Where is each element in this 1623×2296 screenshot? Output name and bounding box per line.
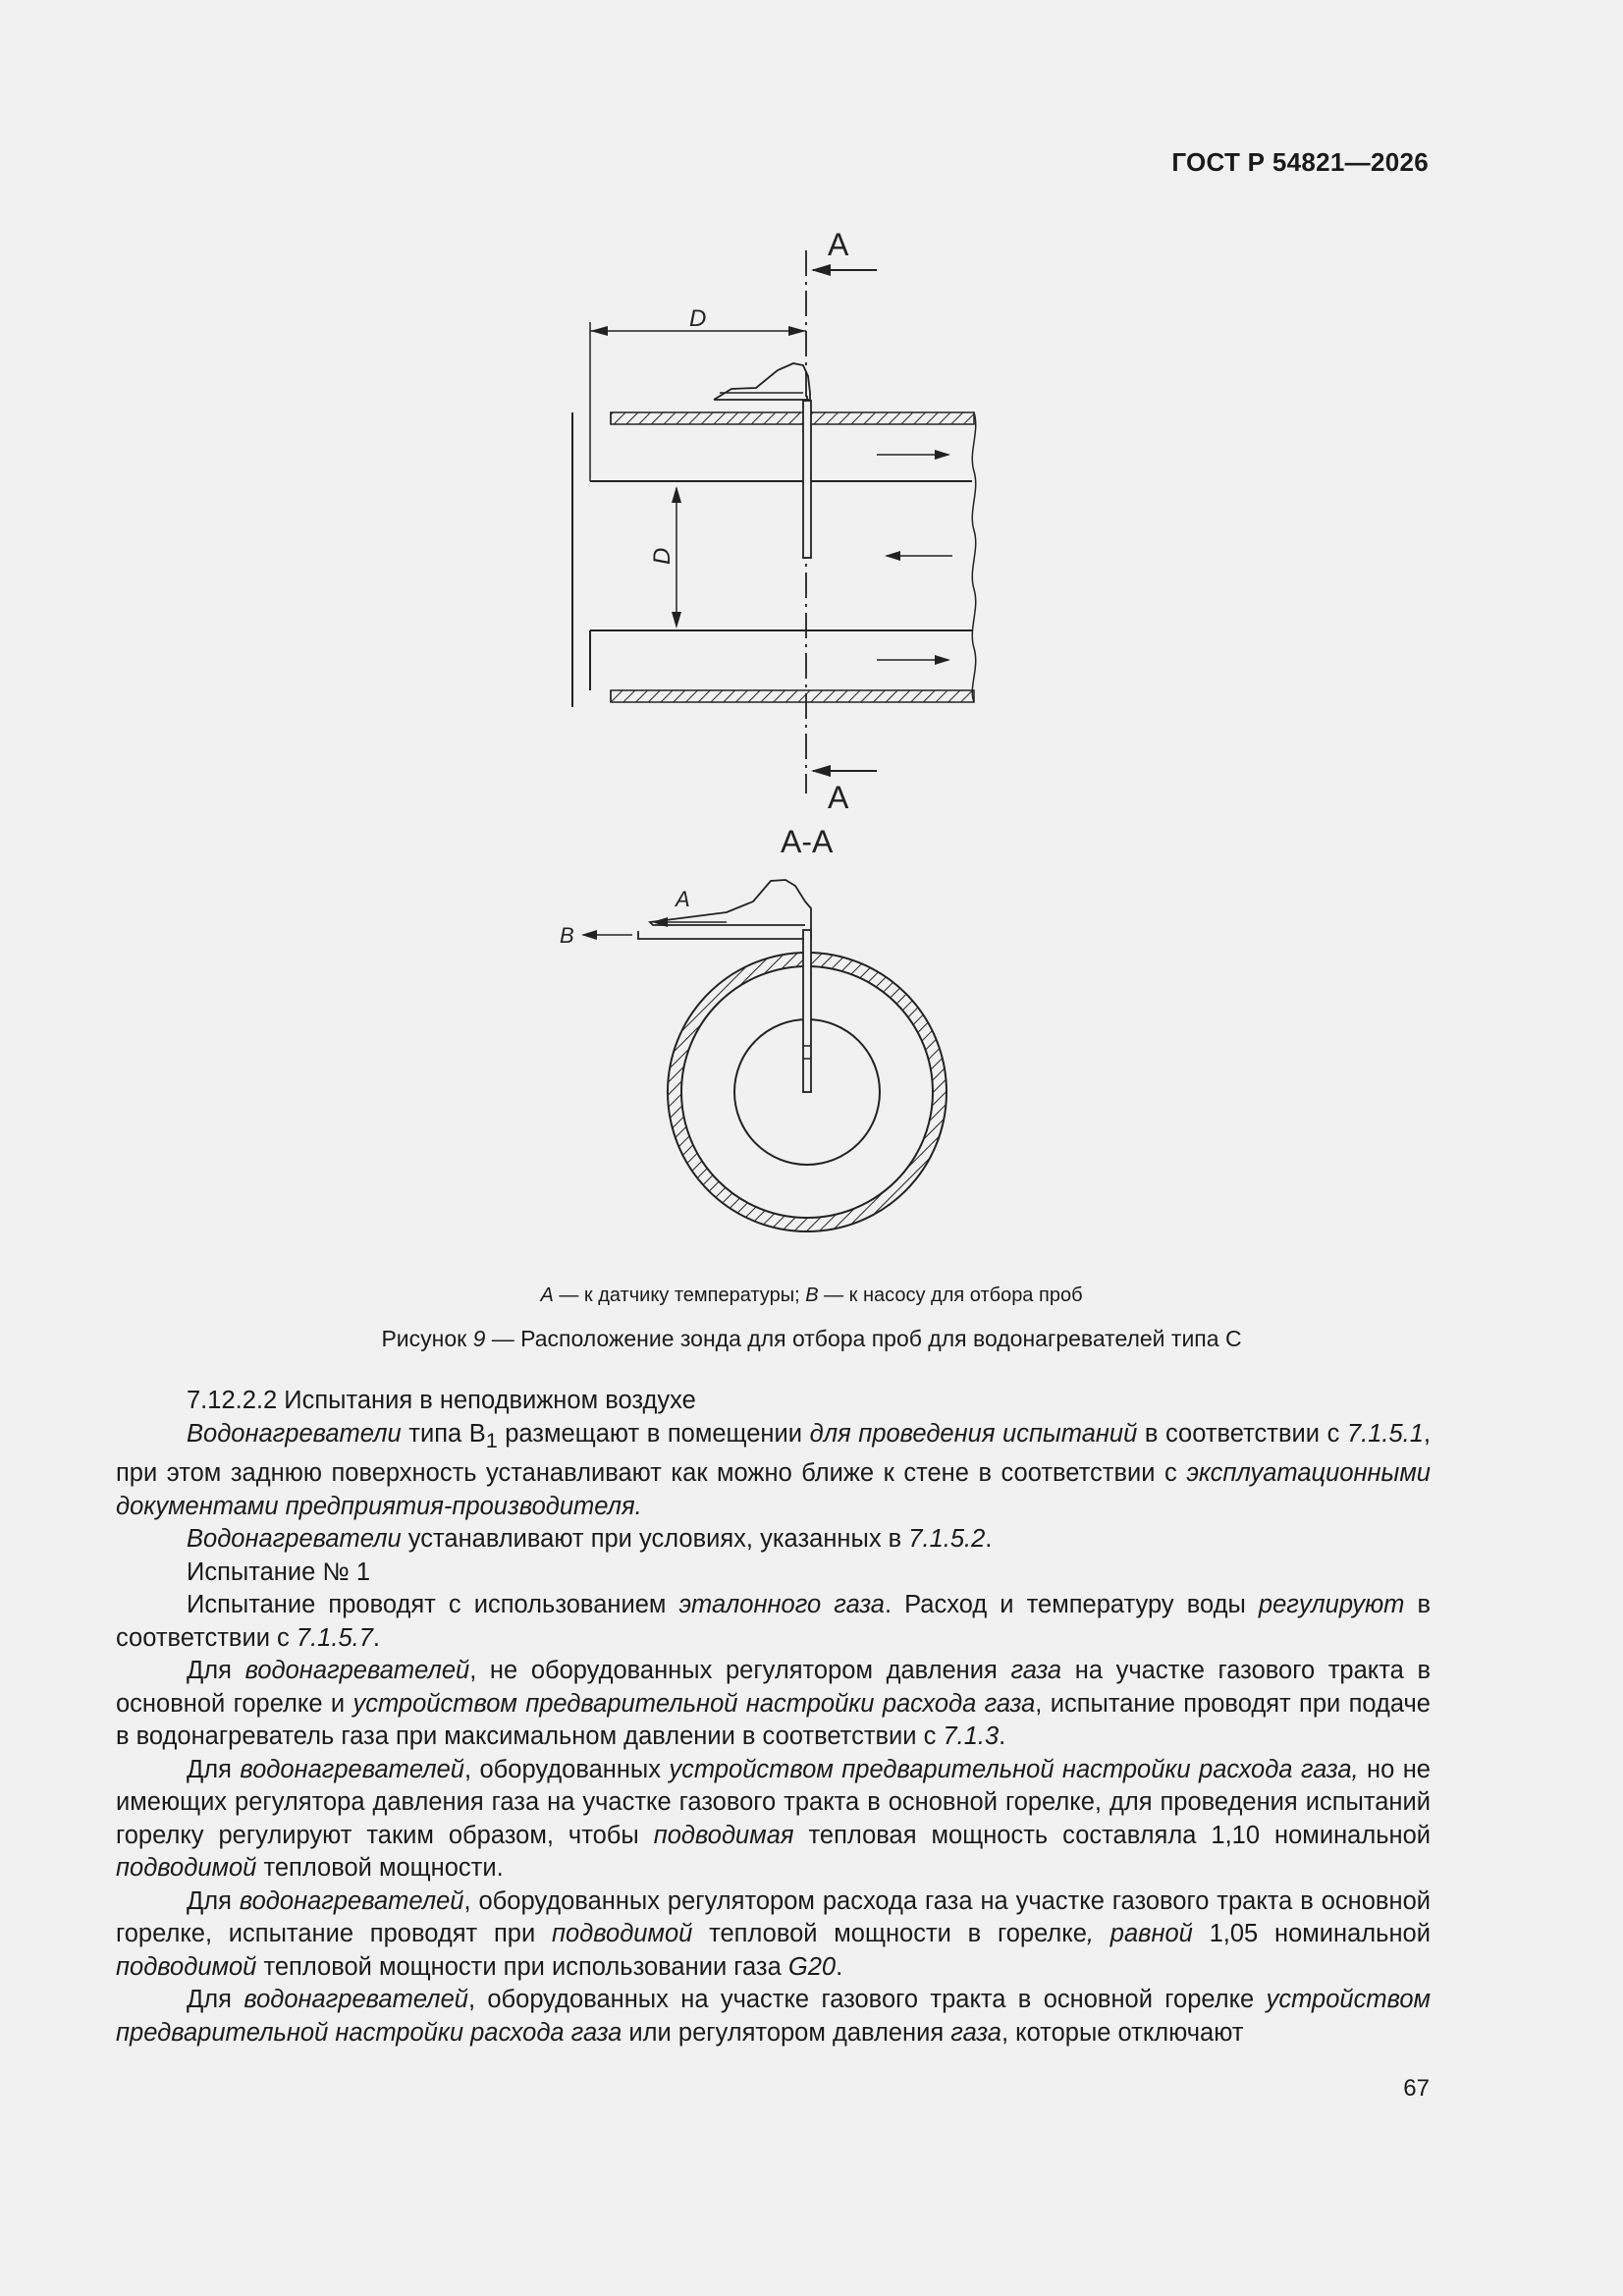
section-title: A-A <box>781 824 834 859</box>
outer-pipe-top-wall <box>611 412 974 424</box>
paragraph-8: Для водонагревателей, оборудованных на участке газового тракта в основной горелке устройством предварительной настройки расхода газа или регулятором давления газа, которые отключают <box>116 1986 1431 2047</box>
paragraph-4: Испытание проводят с использованием эталонного газа. Расход и температуру воды регулируют в соответствии с 7.1.5.7. <box>116 1591 1432 1652</box>
paragraph-2: Водонагреватели устанавливают при условиях, указанных в 7.1.5.2. <box>187 1525 993 1554</box>
section-arrow-label-bottom: A <box>828 780 849 815</box>
dimension-label-vertical: D <box>649 547 676 565</box>
section-label-B: B <box>560 923 574 948</box>
body-text <box>116 1385 1431 2050</box>
page-number: 67 <box>1403 2075 1430 2102</box>
paragraph-1: Водонагреватели типа $В_1$ размещают в помещении для проведения испытаний в соответствии с 7.1.5.1, при этом заднюю поверхность устанавливают как можно ближе к стене в соответствии с эксплуатационными документами предприятия-производителя. <box>116 1419 1432 1520</box>
probe-section <box>638 880 811 939</box>
section-label-A: A <box>676 887 690 911</box>
break-line <box>972 412 975 702</box>
paragraph-6: Для водонагревателей, оборудованных устройством предварительной настройки расхода газа, но не имеющих регулятора давления газа на участке газового тракта в основной горелке, для проведения испытаний горелку регулируют таким образом, чтобы подводимая тепловая мощность составляла 1,10 номинальной подводимой тепловой мощности. <box>116 1755 1432 1883</box>
figure-legend: A — к датчику температуры; B — к насосу для отбора проб <box>540 1285 1083 1306</box>
document-header: ГОСТ Р 54821—2026 <box>1171 147 1429 177</box>
paragraph-5: Для водонагревателей, не оборудованных регулятором давления газа на участке газового тракта в основной горелке и устройством предварительной настройки расхода газа, испытание проводят при подаче в водонагреватель газа при максимальном давлении в соответствии с 7.1.3. <box>116 1657 1431 1751</box>
dimension-label-horizontal: D <box>689 305 707 332</box>
section-arrow-label-top: A <box>828 227 849 262</box>
section-heading: 7.12.2.2 Испытания в неподвижном воздухе <box>187 1387 696 1414</box>
figure-caption: Рисунок 9 — Расположение зонда для отбора проб для водонагревателей типа С <box>381 1326 1242 1351</box>
paragraph-7: Для водонагревателей, оборудованных регулятором расхода газа на участке газового тракта в основной горелке, испытание проводят при подводимой тепловой мощности в горелке, равной 1,05 номинальной подводимой тепловой мощности при использовании газа G20. <box>116 1886 1431 1981</box>
paragraph-3: Испытание № 1 <box>187 1558 371 1586</box>
outer-pipe-bottom-wall <box>611 690 974 702</box>
